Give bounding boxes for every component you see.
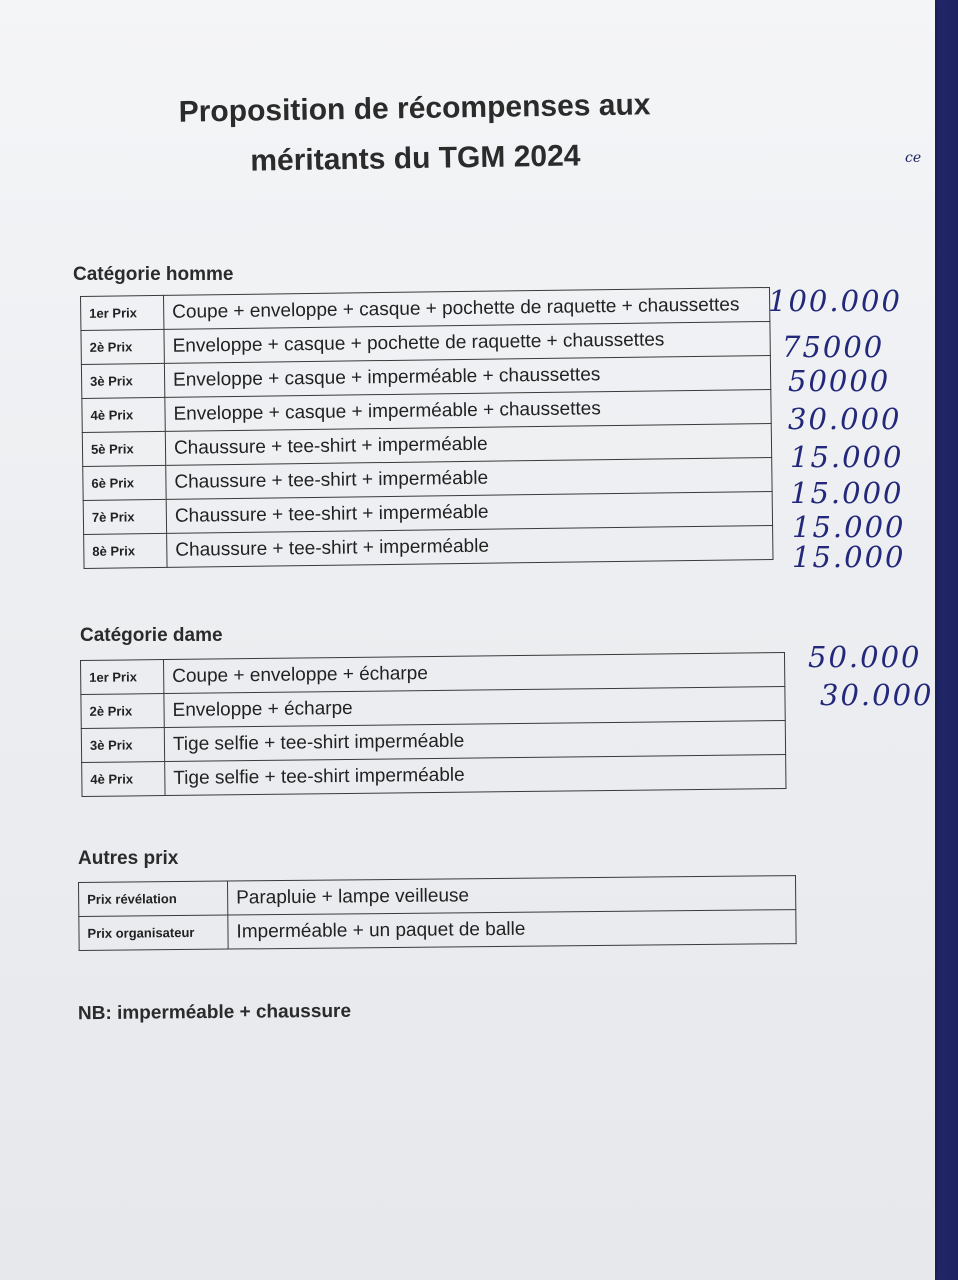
prize-description: Coupe + enveloppe + écharpe [164, 653, 785, 694]
prize-rank: 2è Prix [81, 329, 164, 364]
table-row [79, 910, 796, 951]
prize-rank: 1er Prix [81, 295, 164, 330]
prize-description: Enveloppe + casque + pochette de raquette + chaussettes [164, 321, 770, 363]
section-title-autres: Autres prix [78, 848, 179, 869]
section-title-dame: Catégorie dame [80, 625, 223, 646]
handwritten-amount: 50000 [788, 364, 891, 398]
prize-rank: 2è Prix [81, 694, 164, 729]
prize-rank: 7è Prix [83, 499, 166, 534]
prize-rank: 3è Prix [81, 363, 164, 398]
table-row [82, 755, 786, 797]
prize-description: Enveloppe + écharpe [164, 687, 785, 728]
prize-description: Parapluie + lampe veilleuse [227, 876, 795, 915]
title-line-1: Proposition de récompenses aux [178, 88, 651, 129]
prize-description: Chaussure + tee-shirt + imperméable [166, 491, 772, 533]
prize-description: Tige selfie + tee-shirt imperméable [164, 721, 785, 762]
section-title-homme: Catégorie homme [73, 264, 234, 285]
prize-rank: 4è Prix [82, 397, 165, 432]
handwritten-amount: 15.000 [790, 440, 904, 474]
prize-description: Tige selfie + tee-shirt imperméable [165, 755, 786, 796]
prize-rank: 1er Prix [81, 660, 164, 695]
prize-description: Enveloppe + casque + imperméable + chaussettes [165, 389, 771, 431]
prize-rank: 3è Prix [81, 728, 164, 763]
handwritten-amount: 15.000 [792, 510, 906, 544]
prize-description: Imperméable + un paquet de balle [228, 910, 796, 949]
table-autres [78, 875, 797, 951]
handwritten-amount: 30.000 [788, 402, 902, 436]
handwritten-amount: 75000 [782, 330, 885, 364]
handwritten-amount: 50.000 [808, 640, 922, 674]
prize-rank: 5è Prix [82, 431, 165, 466]
prize-rank: Prix révélation [79, 881, 228, 916]
prize-description: Chaussure + tee-shirt + imperméable [165, 423, 771, 465]
nb-note: NB: imperméable + chaussure [77, 1000, 352, 1025]
prize-description: Enveloppe + casque + imperméable + chaussettes [164, 355, 770, 397]
title-line-2: méritants du TGM 2024 [250, 139, 581, 178]
table-dame [80, 652, 787, 797]
prize-rank: Prix organisateur [79, 915, 228, 950]
prize-description: Chaussure + tee-shirt + imperméable [167, 525, 773, 567]
table-homme [80, 287, 774, 569]
prize-description: Coupe + enveloppe + casque + pochette de raquette + chaussettes [163, 287, 769, 329]
document-title [99, 79, 730, 189]
prize-rank: 4è Prix [82, 762, 165, 797]
edge-text: ce [905, 150, 922, 166]
handwritten-amount: 100.000 [768, 284, 902, 318]
handwritten-amount: 15.000 [790, 476, 904, 510]
prize-rank: 6è Prix [83, 465, 166, 500]
prize-description: Chaussure + tee-shirt + imperméable [166, 457, 772, 499]
prize-rank: 8è Prix [84, 533, 167, 568]
handwritten-amount: 15.000 [792, 540, 906, 574]
handwritten-amount: 30.000 [820, 678, 934, 712]
